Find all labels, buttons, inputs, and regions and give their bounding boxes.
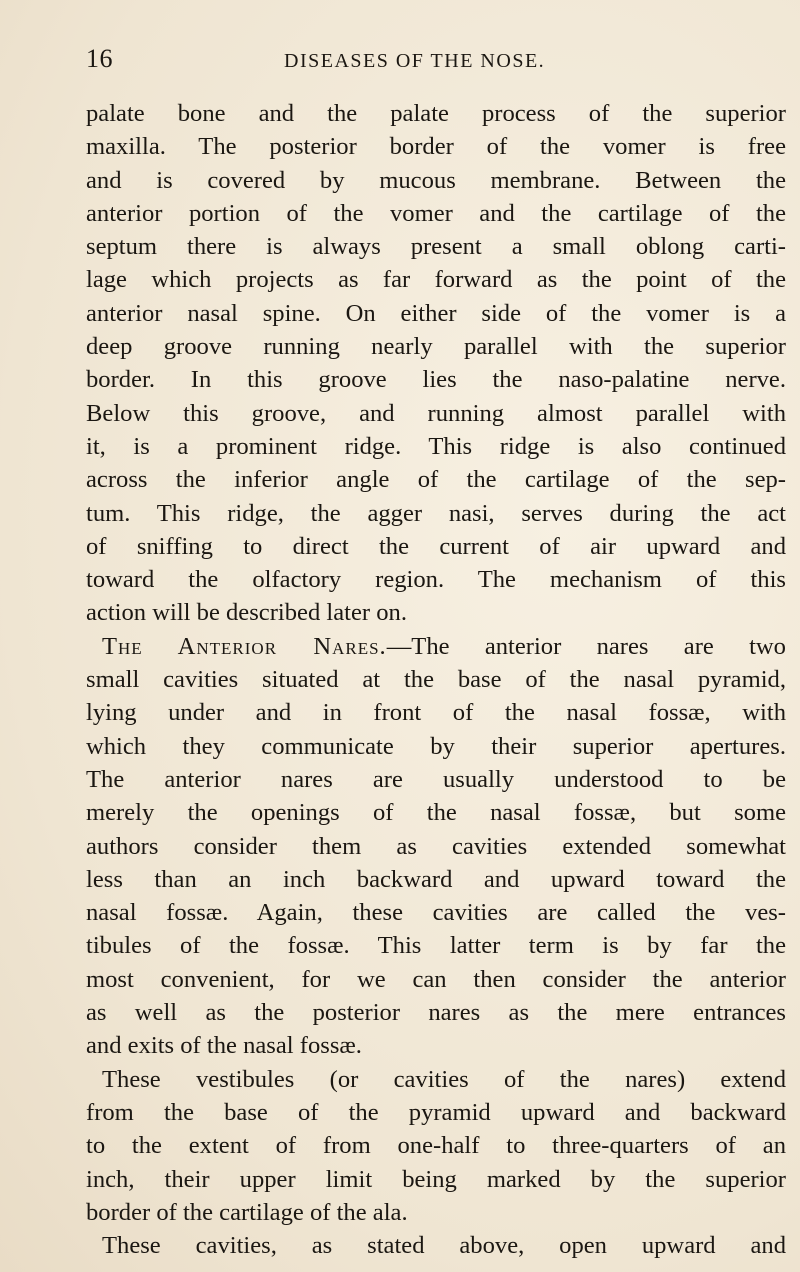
text-line: and exits of the nasal fossæ. — [86, 1032, 362, 1060]
text-line: from the base of the pyramid upward and backward — [86, 1098, 786, 1126]
text-line: as well as the posterior nares as the mere entrances — [86, 999, 786, 1027]
text-line: lying under and in front of the nasal fossæ, with — [86, 699, 786, 727]
text-line: The anterior nares are usually understood to be — [86, 765, 786, 793]
text-line: inch, their upper limit being marked by the superior — [86, 1165, 786, 1193]
text-line: lage which projects as far forward as the point of the — [86, 266, 786, 294]
section-heading-rest: —The anterior nares are two — [386, 632, 786, 660]
text-line: nasal fossæ. Again, these cavities are called the ves- — [86, 899, 786, 927]
text-line: border of the cartilage of the ala. — [86, 1198, 408, 1226]
text-line: maxilla. The posterior border of the vomer is free — [86, 133, 786, 161]
text-line: deep groove running nearly parallel with the superior — [86, 333, 786, 361]
text-line: These cavities, as stated above, open upward and — [102, 1232, 786, 1260]
running-head — [86, 44, 786, 80]
text-line: which they communicate by their superior apertures. — [86, 732, 786, 760]
text-line: authors consider them as cavities extended somewhat — [86, 832, 786, 860]
text-line: it, is a prominent ridge. This ridge is also continued — [86, 432, 786, 460]
text-line: palate bone and the palate process of the superior — [86, 100, 786, 127]
text-line: most convenient, for we can then consider the anterior — [86, 965, 786, 993]
text-line: Below this groove, and running almost parallel with — [86, 399, 786, 427]
section-heading-line — [86, 630, 786, 663]
running-title: DISEASES OF THE NOSE. — [284, 50, 546, 72]
text-line: less than an inch backward and upward toward the — [86, 865, 786, 893]
text-line: small cavities situated at the base of the nasal pyramid, — [86, 666, 786, 694]
page-number: 16 — [86, 44, 113, 73]
text-line: anterior nasal spine. On either side of the vomer is a — [86, 299, 786, 327]
text-line: tibules of the fossæ. This latter term is by far the — [86, 932, 786, 960]
text-line: across the inferior angle of the cartilage of the sep- — [86, 466, 786, 494]
text-line: septum there is always present a small oblong carti- — [86, 233, 786, 261]
text-line: of sniffing to direct the current of air upward and — [86, 532, 786, 560]
body-text — [86, 97, 786, 1262]
text-line: anterior portion of the vomer and the cartilage of the — [86, 199, 786, 227]
text-line: and is covered by mucous membrane. Between the — [86, 166, 786, 194]
section-heading: The Anterior Nares. — [102, 632, 387, 660]
text-line: These vestibules (or cavities of the nares) extend — [102, 1065, 786, 1093]
text-line: toward the olfactory region. The mechanism of this — [86, 566, 786, 594]
book-page — [86, 44, 786, 1262]
text-line: border. In this groove lies the naso-palatine nerve. — [86, 366, 786, 394]
text-line: action will be described later on. — [86, 599, 407, 627]
text-line: to the extent of from one-half to three-quarters of an — [86, 1132, 786, 1160]
text-line: merely the openings of the nasal fossæ, but some — [86, 799, 786, 827]
text-line: tum. This ridge, the agger nasi, serves during the act — [86, 499, 786, 527]
